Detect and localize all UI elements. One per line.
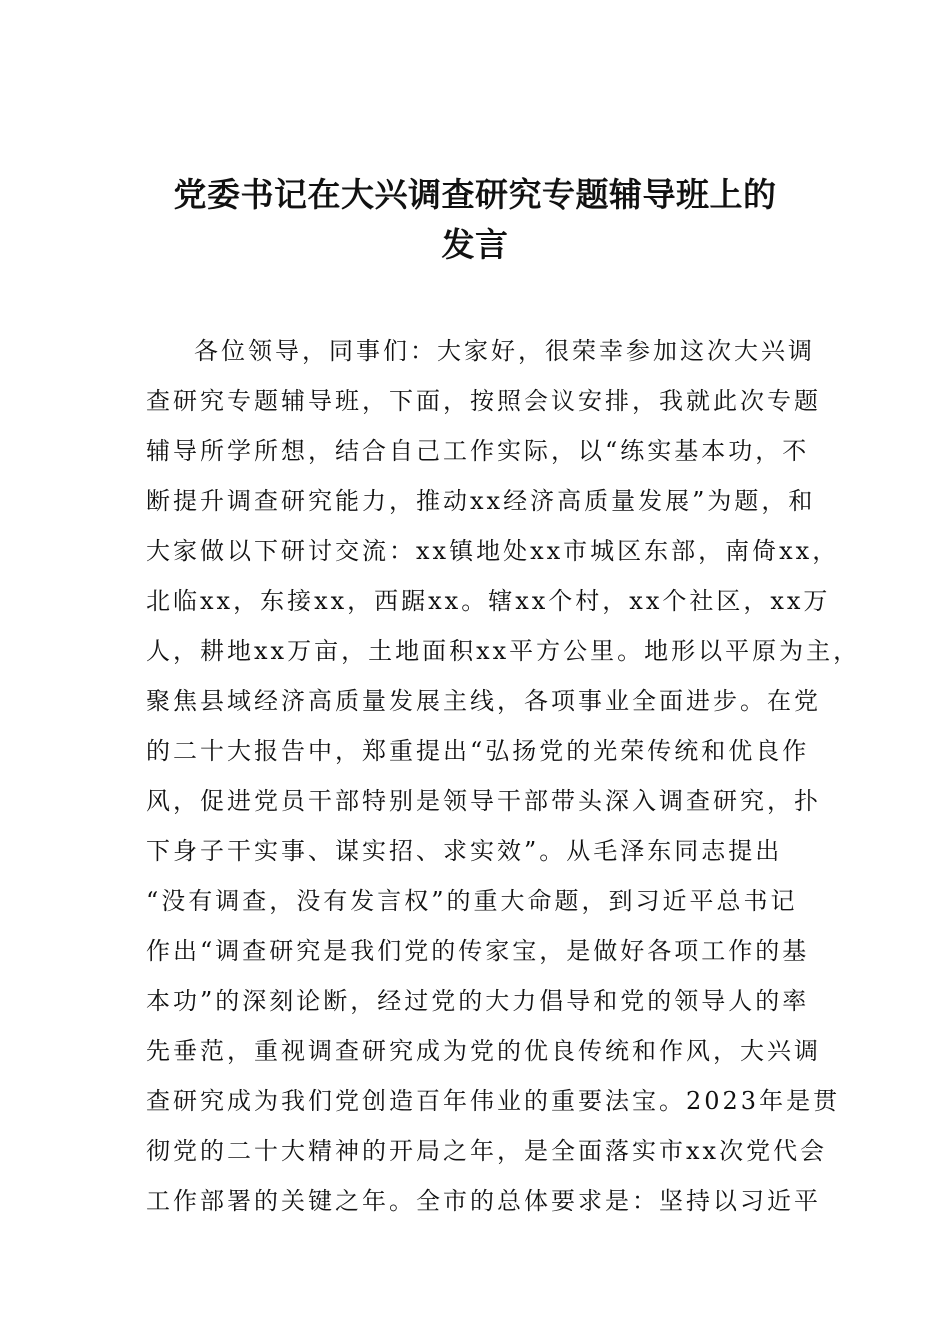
body-line: 工作部署的关键之年。全市的总体要求是：坚持以习近平 (146, 1187, 821, 1215)
body-line: 人，耕地xx万亩，土地面积xx平方公里。地形以平原为主， (146, 637, 861, 665)
body-line: 的二十大报告中，郑重提出“弘扬党的光荣传统和优良作 (146, 737, 810, 765)
title-line-1: 党委书记在大兴调查研究专题辅导班上的 (173, 175, 777, 214)
body-line: 查研究专题辅导班，下面，按照会议安排，我就此次专题 (146, 387, 821, 415)
body-line: 作出“调查研究是我们党的传家宝，是做好各项工作的基 (146, 937, 810, 965)
body-line: 大家做以下研讨交流：xx镇地处xx市城区东部，南倚xx， (146, 537, 840, 565)
body-line: “没有调查，没有发言权”的重大命题，到习近平总书记 (146, 887, 798, 915)
body-line: 各位领导，同事们：大家好，很荣幸参加这次大兴调 (194, 337, 815, 365)
body-line: 本功”的深刻论断，经过党的大力倡导和党的领导人的率 (146, 987, 810, 1015)
body-line: 北临xx，东接xx，西踞xx。辖xx个村，xx个社区，xx万 (146, 587, 831, 615)
body-line: 下身子干实事、谋实招、求实效”。从毛泽东同志提出 (146, 837, 783, 865)
document-body (146, 326, 861, 1226)
body-line: 风，促进党员干部特别是领导干部带头深入调查研究，扑 (146, 787, 821, 815)
title-line-2: 发言 (441, 225, 509, 264)
body-line: 聚焦县域经济高质量发展主线，各项事业全面进步。在党 (146, 687, 821, 715)
body-line: 查研究成为我们党创造百年伟业的重要法宝。2023年是贯 (146, 1087, 841, 1115)
body-line: 先垂范，重视调查研究成为党的优良传统和作风，大兴调 (146, 1037, 821, 1065)
body-line: 断提升调查研究能力，推动xx经济高质量发展”为题，和 (146, 487, 816, 515)
document-title (140, 170, 810, 270)
body-line: 辅导所学所想，结合自己工作实际，以“练实基本功，不 (146, 437, 810, 465)
body-line: 彻党的二十大精神的开局之年，是全面落实市xx次党代会 (146, 1137, 828, 1165)
